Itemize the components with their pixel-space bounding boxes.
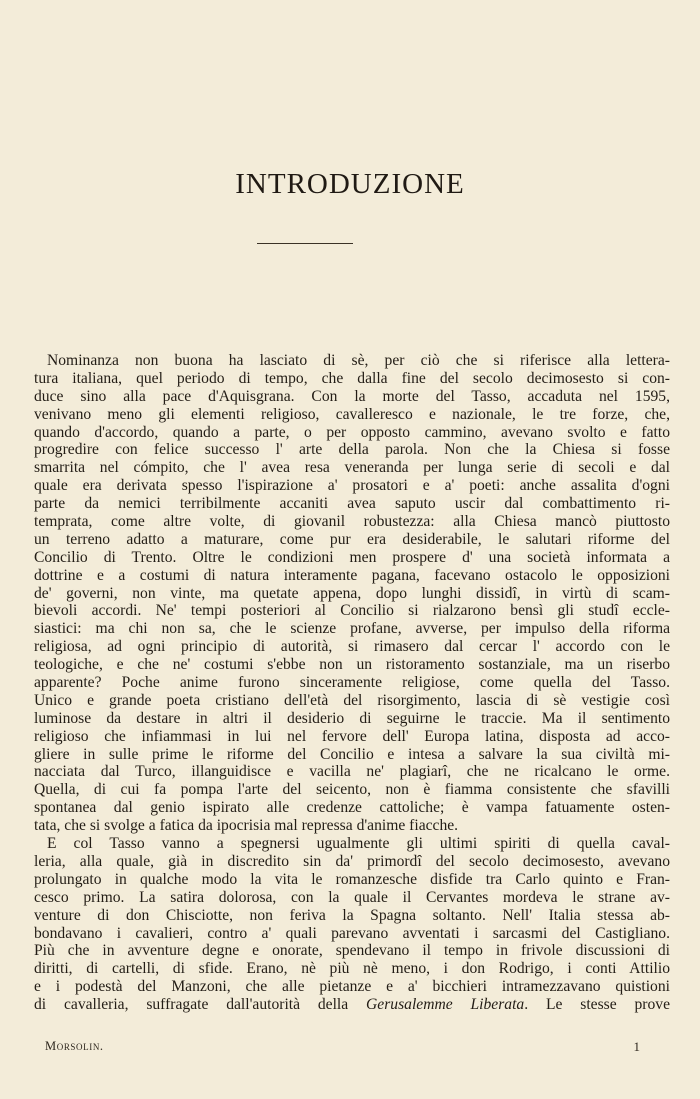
page-number: 1 <box>633 1039 640 1054</box>
text-line: Unico e grande poeta cristiano dell'età del risorgimento, lascia di sè vestigie così <box>34 691 670 709</box>
text-line: religioso che infiammasi in lui nel fervore dell' Europa latina, disposta ad acco- <box>34 727 670 745</box>
text-line: venture di don Chisciotte, non feriva la Spagna soltanto. Nell' Italia stessa ab- <box>34 906 670 924</box>
text-line: dottrine e a costumi di natura interamente pagana, facevano ostacolo le opposizioni <box>34 566 670 584</box>
text-line: Più che in avventure degne e onorate, spendevano il tempo in frivole discussioni di <box>34 942 670 960</box>
text-line: e i podestà del Manzoni, che alle pietanze e a' bicchieri intramezzavano quistioni <box>34 978 670 996</box>
text-line: bondavano i cavalieri, contro a' quali parevano avventati i sarcasmi del Castigliano. <box>34 924 670 942</box>
text-line: un terreno adatto a maturare, come pur era desiderabile, le salutari riforme del <box>34 530 670 548</box>
text-line: cesco primo. La satira dolorosa, con la quale il Cervantes mordeva le strane av- <box>34 888 670 906</box>
author-signature: Morsolin. <box>45 1039 104 1053</box>
text-line: leria, alla quale, già in discredito sin da' primordî del secolo decimosesto, avevano <box>34 852 670 870</box>
chapter-title: INTRODUZIONE <box>235 168 465 200</box>
text-line: Concilio di Trento. Oltre le condizioni men prospere d' una società informata a <box>34 548 670 566</box>
text-line: venivano meno gli elementi religioso, cavalleresco e nazionale, le tre forze, che, <box>34 405 670 423</box>
text-run: di cavalleria, suffragate dall'autorità della <box>34 996 367 1014</box>
text-run: . Le stesse prove <box>524 996 670 1014</box>
text-line: religiosa, ad ogni principio di autorità, si rimasero dal cercar l' accordo con le <box>34 638 670 656</box>
text-line: E col Tasso vanno a spegnersi ugualmente gli ultimi spiriti di quella caval- <box>47 835 670 853</box>
text-line <box>34 996 670 1014</box>
text-line: prolungato in qualche modo la vita le romanzesche disfide tra Carlo quinto e Fran- <box>34 870 670 888</box>
text-line: progredire con felice successo l' arte della parola. Non che la Chiesa si fosse <box>34 441 670 459</box>
text-line: spontanea dal genio ispirato alle credenze cattoliche; è vampa fatuamente osten- <box>34 799 670 817</box>
text-line: apparente? Poche anime furono sinceramente religiose, come quella del Tasso. <box>34 674 670 692</box>
text-line: Quella, di cui fa pompa l'arte del seicento, non è fiamma consistente che sfavilli <box>34 781 670 799</box>
text-line: teologiche, e che ne' costumi s'ebbe non un ristoramento sostanziale, ma un riserbo <box>34 656 670 674</box>
text-line: siastici: ma chi non sa, che le scienze profane, avverse, per impulso della riforma <box>34 620 670 638</box>
text-line: smarrita nel cómpito, che l' avea resa veneranda per lunga serie di secoli e dal <box>34 459 670 477</box>
paragraph-2 <box>34 835 670 1014</box>
text-line: bievoli accordi. Ne' tempi posteriori al Concilio si rialzarono bensì gli studî eccle- <box>34 602 670 620</box>
book-title-italic: Gerusalemme Liberata <box>366 996 525 1014</box>
title-divider <box>257 243 353 244</box>
text-line: nacciata dal Turco, illanguidisce e vacilla ne' plagiarî, che ne ricalcano le orme. <box>34 763 670 781</box>
text-line: de' governi, non vinte, ma quetate appena, dopo lunghi dissidî, in virtù di scam- <box>34 584 670 602</box>
text-line: tura italiana, quel periodo di tempo, che dalla fine del secolo decimosesto si con- <box>34 369 670 387</box>
text-line: quando d'accordo, quando a parte, o per opposto cammino, avevano svolto e fatto <box>34 423 670 441</box>
text-line: luminose da destare in altri il desiderio di seguirne le traccie. Ma il sentimento <box>34 709 670 727</box>
text-line: quale era derivata spesso l'ispirazione a' prosatori e a' poeti: anche assalita d'ogni <box>34 477 670 495</box>
text-line: parte da nemici terribilmente accaniti avea saputo uscir dal combattimento ri- <box>34 495 670 513</box>
text-line: tata, che si svolge a fatica da ipocrisia mal repressa d'anime fiacche. <box>34 817 459 835</box>
text-line: gliere in sulle prime le riforme del Concilio e intesa a salvare la sua civiltà mi- <box>34 745 670 763</box>
text-line: Nominanza non buona ha lasciato di sè, per ciò che si riferisce alla lettera- <box>47 352 670 369</box>
body-text <box>34 352 670 1014</box>
text-line: diritti, di cartelli, di sfide. Erano, nè più nè meno, i don Rodrigo, i conti Attilio <box>34 960 670 978</box>
paragraph-1 <box>34 352 670 835</box>
text-line: temprata, come altre volte, di giovanil robustezza: alla Chiesa mancò piuttosto <box>34 513 670 531</box>
text-line: duce sino alla pace d'Aquisgrana. Con la morte del Tasso, accaduta nel 1595, <box>34 387 670 405</box>
